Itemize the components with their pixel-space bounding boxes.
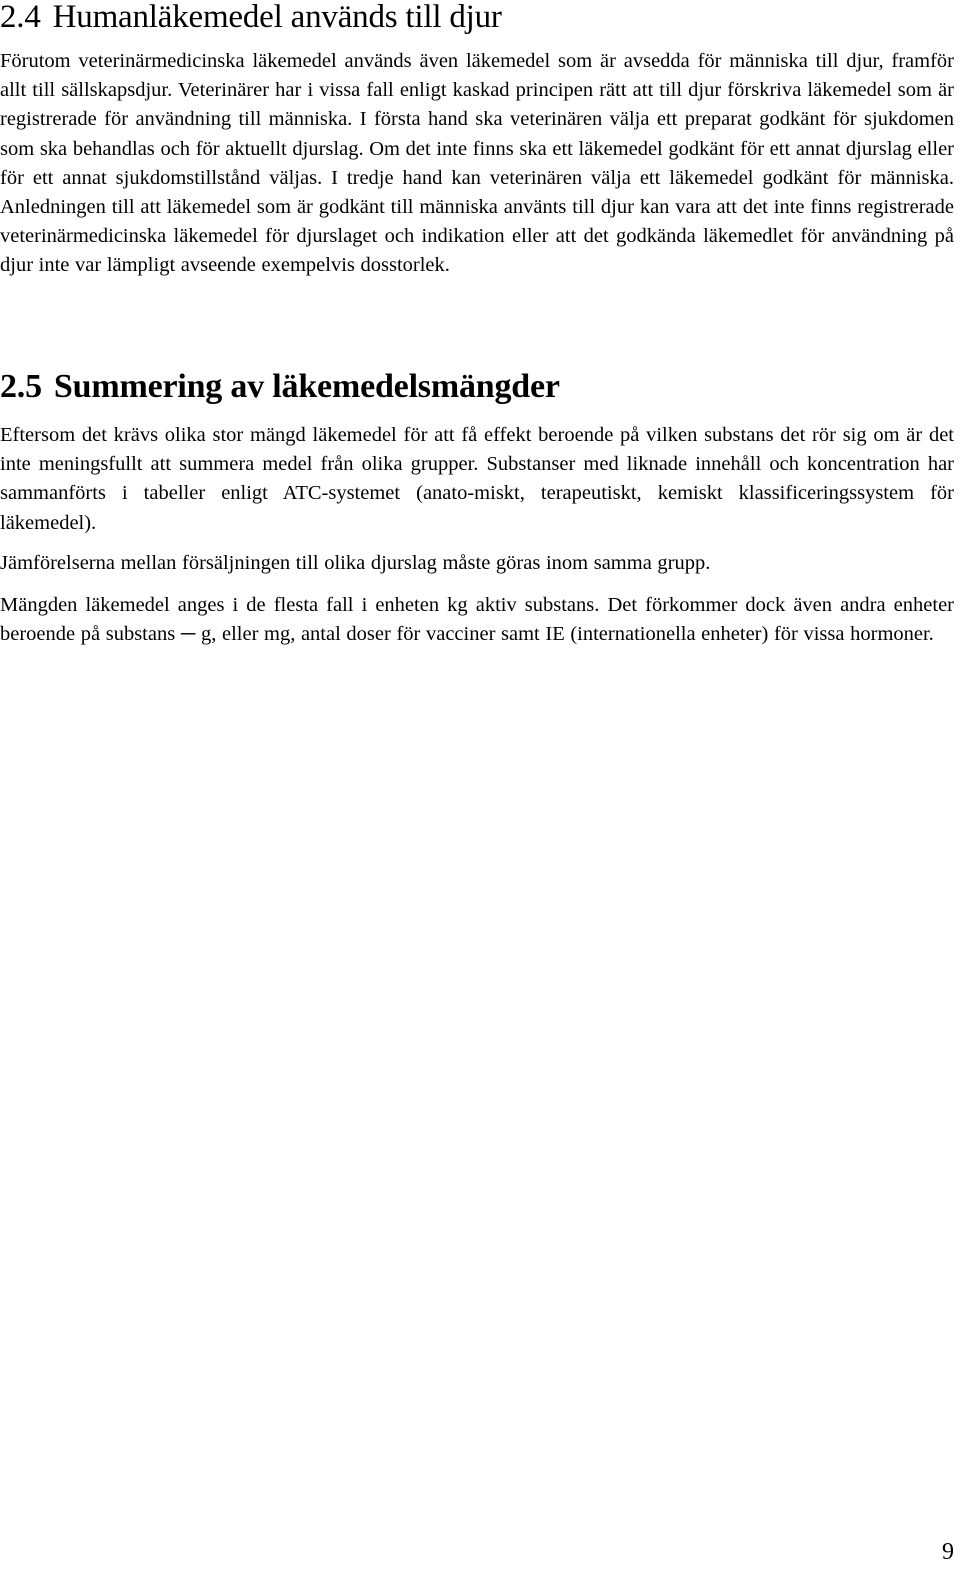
page-number: 9 (942, 1539, 954, 1565)
body-paragraph: Jämförelserna mellan försäljningen till olika djurslag måste göras inom samma grupp. (0, 552, 711, 574)
section-title: Summering av läkemedelsmängder (53, 368, 560, 405)
body-paragraph: Eftersom det krävs olika stor mängd läkemedel för att få effekt beroende på vilken substans det rör sig om är det inte meningsfullt att summera medel från olika grupper. Substanser med liknade innehåll och koncentration har sammanförts i tabeller enligt ATC-systemet (anato-miskt, terapeutiskt, kemiskt klassificeringssystem för läkemedel). (0, 424, 954, 534)
body-paragraph: Förutom veterinärmedicinska läkemedel används även läkemedel som är avsedda för människa till djur, framför allt till sällskapsdjur. Veterinärer har i vissa fall enligt kaskad principen rätt att till djur förskriva läkemedel som är registrerade för användning till människa. I första hand ska veterinären välja ett preparat godkänt för sjukdomen som ska behandlas och för aktuellt djurslag. Om det inte finns ska ett läkemedel godkänt för ett annat djurslag eller för ett annat sjukdomstillstånd väljas. I tredje hand kan veterinären välja ett läkemedel godkänt för människa. Anledningen till att läkemedel som är godkänt till människa använts till djur kan vara att det inte finns registrerade veterinärmedicinska läkemedel för djurslaget och indikation eller att det godkända läkemedlet för användning på djur inte var lämpligt avseende exempelvis dosstorlek. (0, 50, 954, 277)
section-title: Humanläkemedel används till djur (52, 0, 502, 35)
section-number: 2.5 (0, 368, 42, 405)
section-heading-2-4 (0, 0, 502, 36)
section-heading-2-5 (0, 368, 560, 406)
body-paragraph: Mängden läkemedel anges i de flesta fall i enheten kg aktiv substans. Det förkommer dock även andra enheter beroende på substans ─ g, eller mg, antal doser för vacciner samt IE (internationella enheter) för vissa hormoner. (0, 594, 954, 646)
section-number: 2.4 (0, 0, 41, 35)
